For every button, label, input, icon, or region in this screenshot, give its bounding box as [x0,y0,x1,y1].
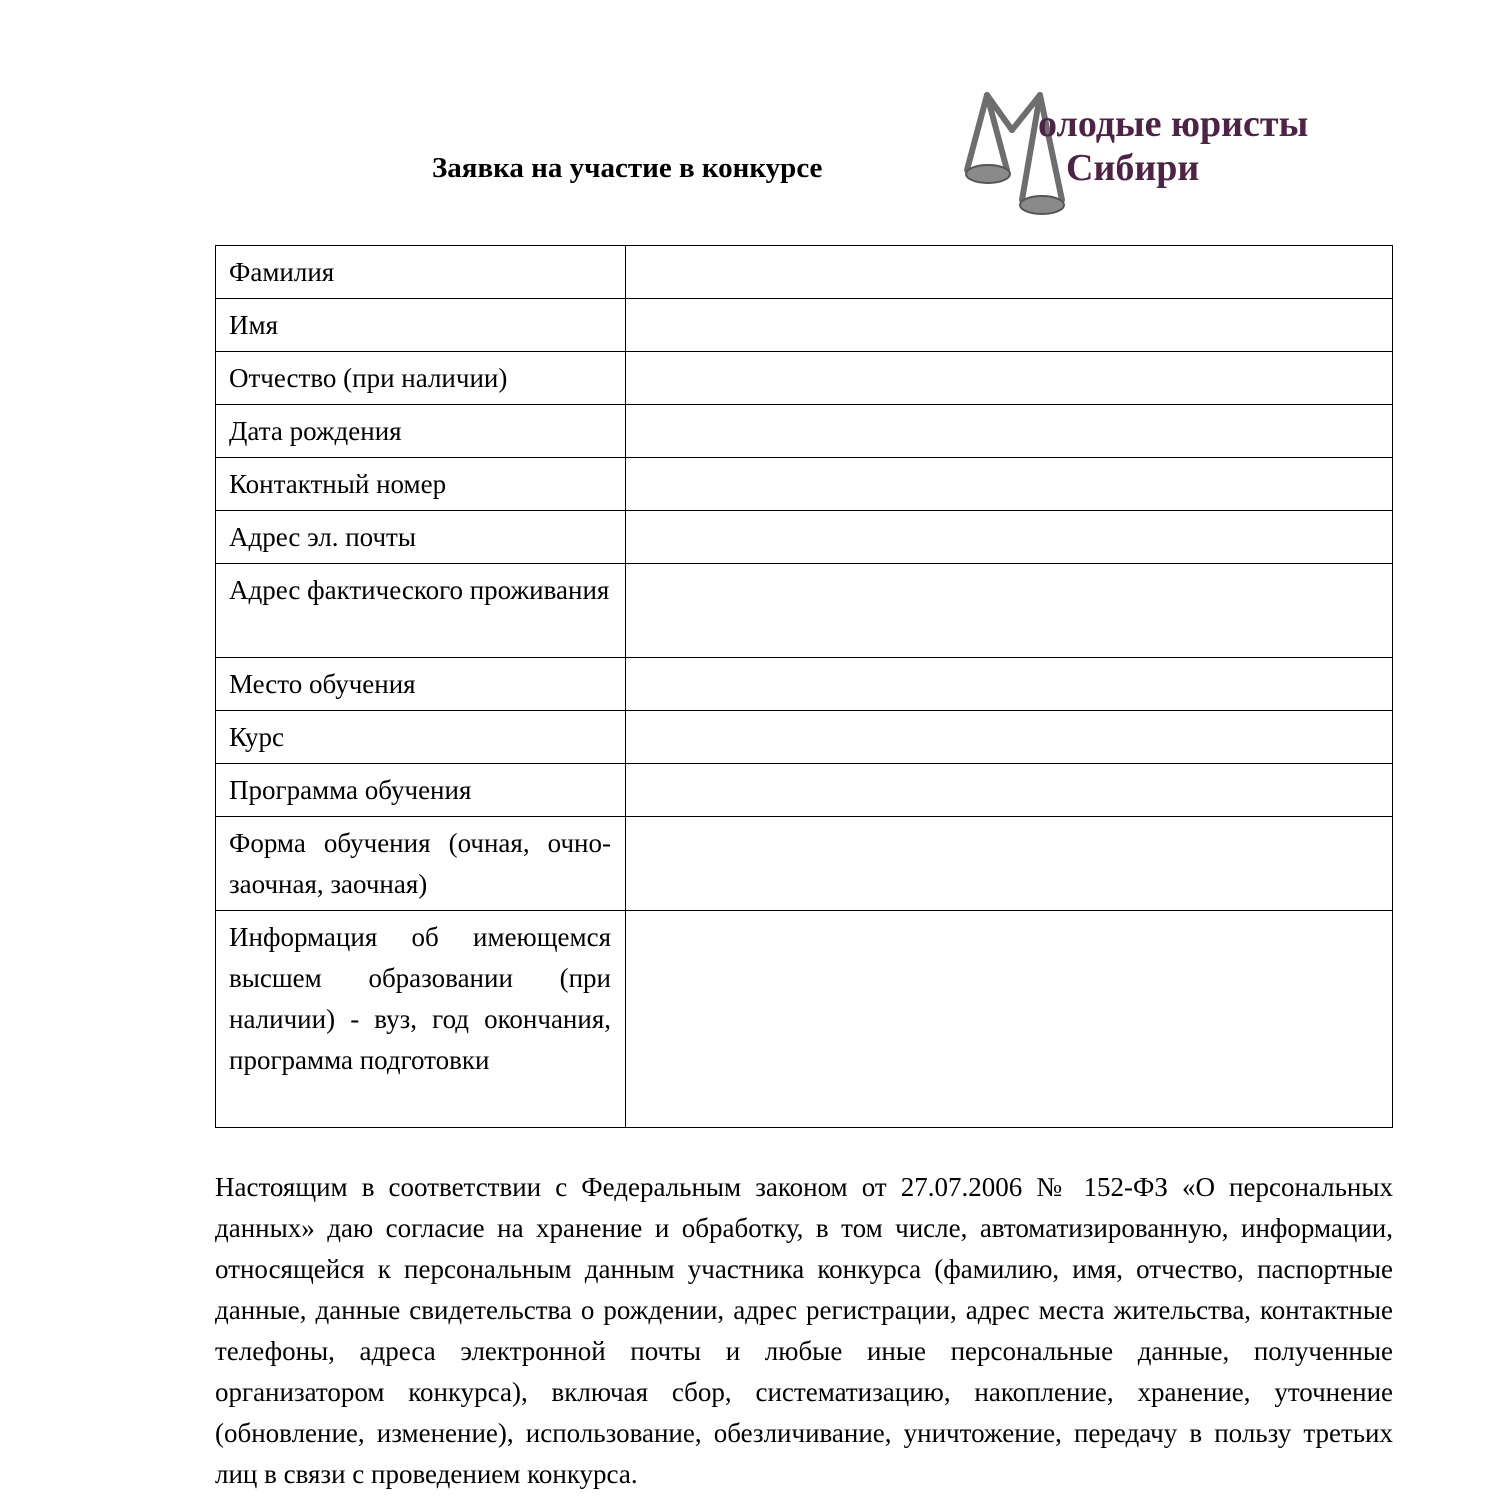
page-title: Заявка на участие в конкурсе [432,152,823,184]
field-value-program[interactable] [626,764,1393,817]
field-value-email[interactable] [626,511,1393,564]
table-row [216,246,1393,299]
table-row [216,911,1393,1128]
field-label-phone: Контактный номер [216,458,626,511]
table-row [216,405,1393,458]
field-label-program: Программа обучения [216,764,626,817]
field-value-course[interactable] [626,711,1393,764]
table-row [216,764,1393,817]
field-value-study-form[interactable] [626,817,1393,911]
field-value-higher-education[interactable] [626,911,1393,1128]
field-value-birthdate[interactable] [626,405,1393,458]
field-label-address: Адрес фактического проживания [216,564,626,658]
field-label-surname: Фамилия [216,246,626,299]
application-form-table [215,245,1393,1128]
table-row [216,511,1393,564]
logo [962,90,1342,225]
field-value-address[interactable] [626,564,1393,658]
field-label-name: Имя [216,299,626,352]
table-row [216,564,1393,658]
field-label-study-form: Форма обучения (очная, очно-заочная, заочная) [216,817,626,911]
field-value-name[interactable] [626,299,1393,352]
field-value-surname[interactable] [626,246,1393,299]
table-row [216,658,1393,711]
logo-text-line2: Сибири [1066,147,1200,189]
consent-paragraph: Настоящим в соответствии с Федеральным законом от 27.07.2006 № 152-ФЗ «О персональных данных» даю согласие на хранение и обработку, в том числе, автоматизированную, информации, относящейся к персональным данным участника конкурса (фамилию, имя, отчество, паспортные данные, данные свидетельства о рождении, адрес регистрации, адрес места жительства, контактные телефоны, адреса электронной почты и любые иные персональные данные, полученные организатором конкурса), включая сбор, систематизацию, накопление, хранение, уточнение (обновление, изменение), использование, обезличивание, уничтожение, передачу в пользу третьих лиц в связи с проведением конкурса. [215,1172,1393,1489]
table-row [216,352,1393,405]
field-label-course: Курс [216,711,626,764]
field-label-email: Адрес эл. почты [216,511,626,564]
table-row [216,299,1393,352]
table-row [216,458,1393,511]
field-label-higher-education: Информация об имеющемся высшем образовании (при наличии) - вуз, год окончания, программа подготовки [216,911,626,1128]
field-label-patronymic: Отчество (при наличии) [216,352,626,405]
field-label-birthdate: Дата рождения [216,405,626,458]
field-label-study-place: Место обучения [216,658,626,711]
logo-text-line1: олодые юристы [1038,103,1309,145]
field-value-study-place[interactable] [626,658,1393,711]
field-value-patronymic[interactable] [626,352,1393,405]
field-value-phone[interactable] [626,458,1393,511]
table-row [216,711,1393,764]
table-row [216,817,1393,911]
